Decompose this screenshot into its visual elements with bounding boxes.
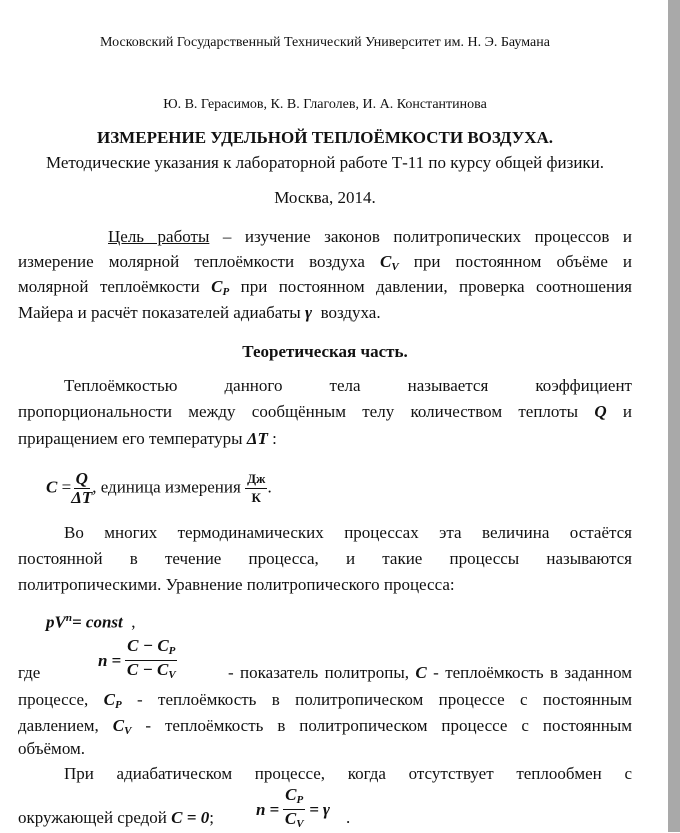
polytropic-index-formula: n = $\frac{C - C_P}{C - C_V}$ [98, 636, 176, 681]
university-name: Московский Государственный Технический Университет им. Н. Э. Баумана [100, 35, 550, 50]
delta-t-symbol: ΔT [246, 429, 268, 448]
theory-heading: Теоретическая часть. [242, 342, 408, 361]
adiabatic-index-formula: n = $\frac{C_P}{C_V}$ = γ [256, 785, 330, 830]
theory-p2-line-2: постоянной в течение процесса, и такие процессы называются [18, 549, 632, 568]
where-line-1: где n = $\frac{C - C_P}{C - C_V}$ - показатель политропы, C - теплоёмкость в заданном [18, 636, 633, 682]
theory-p1-line-1: Теплоёмкостью данного тела называется коэффициент [64, 376, 632, 395]
goal-line-2: измерение молярной теплоёмкости воздуха $C_V$ при постоянном объёме и [18, 252, 633, 273]
where-line-4: объёмом. [18, 739, 86, 758]
gamma-symbol: γ [304, 303, 313, 322]
theory-p1-line-3: приращением его температуры ΔT : [18, 429, 277, 448]
document-title: ИЗМЕРЕНИЕ УДЕЛЬНОЙ ТЕПЛОЁМКОСТИ ВОЗДУХА. [96, 128, 553, 147]
scrollbar[interactable] [668, 0, 680, 832]
goal-line-4: Майера и расчёт показателей адиабаты γ воздуха. [18, 303, 381, 322]
unit-fraction: $\frac{Дж}{К}$ [247, 471, 266, 505]
theory-p3-line-1: При адиабатическом процессе, когда отсутствует теплообмен с [64, 764, 632, 783]
cp-symbol: $C_P$ [211, 277, 230, 298]
goal-line-3: молярной теплоёмкости $C_P$ при постоянном давлении, проверка соотношения [18, 277, 632, 298]
cv-symbol: $C_V$ [380, 252, 399, 273]
theory-p2-line-3: политропическими. Уравнение политропического процесса: [18, 575, 455, 594]
where-line-2: процессе, $C_P$ - теплоёмкость в политропическом процессе с постоянным [18, 690, 633, 711]
city-year: Москва, 2014. [274, 188, 376, 207]
q-symbol: Q [594, 402, 607, 421]
goal-label: Цель работы [108, 227, 210, 246]
theory-p3-line-2: окружающей средой C = 0; n = $\frac{C_P}{C_V}$ = γ . [18, 808, 632, 828]
goal-line-1: Цель работы – изучение законов политропических процессов и [108, 227, 632, 246]
theory-p1-line-2: пропорциональности между сообщённым телу количеством теплоты Q и [18, 402, 632, 421]
polytropic-equation: $pV^n=$ const , [46, 612, 136, 632]
where-line-3: давлением, $C_V$ - теплоёмкость в политропическом процессе с постоянным [18, 716, 633, 737]
heat-capacity-formula: C = $\frac{Q}{\Delta T}$ , единица измерения $\frac{Дж}{К}$ . [46, 469, 272, 507]
document-subtitle: Методические указания к лабораторной работе Т-11 по курсу общей физики. [45, 153, 605, 172]
authors: Ю. В. Герасимов, К. В. Глаголев, И. А. Константинова [163, 97, 487, 112]
theory-p2-line-1: Во многих термодинамических процессах эта величина остаётся [64, 523, 632, 542]
